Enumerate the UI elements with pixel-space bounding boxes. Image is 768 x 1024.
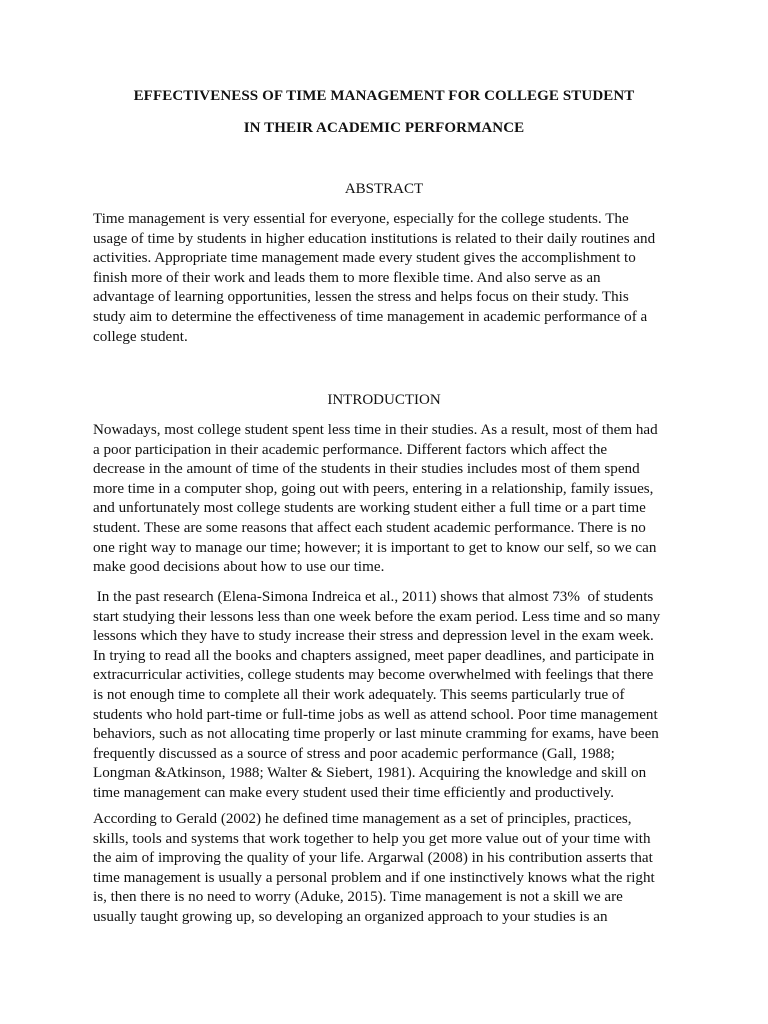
- text-line: make good decisions about how to use our time.: [93, 559, 385, 576]
- text-line: a poor participation in their academic performance. Different factors which affect the: [93, 441, 608, 458]
- document-title-line-1: EFFECTIVENESS OF TIME MANAGEMENT FOR COLLEGE STUDENT: [133, 88, 635, 104]
- text-line: decrease in the amount of time of the students in their studies includes most of them spend: [93, 461, 640, 478]
- text-line: time management can make every student used their time efficiently and productively.: [93, 784, 614, 801]
- text-line: According to Gerald (2002) he defined time management as a set of principles, practices,: [93, 811, 632, 827]
- text-line: more time in a computer shop, going out with peers, entering in a relationship, family issues,: [93, 480, 654, 497]
- introduction-paragraph-2: [93, 588, 693, 804]
- text-line: Longman &Atkinson, 1988; Walter & Siebert, 1981). Acquiring the knowledge and skill on: [93, 765, 647, 782]
- text-line: one right way to manage our time; however; it is important to get to know our self, so we can: [93, 539, 657, 556]
- text-line: frequently discussed as a source of stress and poor academic performance (Gall, 1988;: [93, 745, 615, 762]
- document-title-line-2: IN THEIR ACADEMIC PERFORMANCE: [243, 120, 525, 136]
- text-line: skills, tools and systems that work together to help you get more value out of your time with: [93, 830, 651, 847]
- text-line: finish more of their work and leads them to more flexible time. And also serve as an: [93, 269, 601, 286]
- text-line: is not enough time to complete all their work adequately. This seems particularly true of: [93, 686, 625, 703]
- text-line: college student.: [93, 328, 188, 345]
- introduction-paragraph-1: [93, 421, 693, 578]
- text-line: study aim to determine the effectiveness of time management in academic performance of a: [93, 308, 648, 325]
- introduction-heading: INTRODUCTION: [327, 392, 441, 408]
- text-line: lessons which they have to study increase their stress and depression level in the exam week.: [93, 628, 654, 645]
- text-line: and unfortunately most college students are working student either a full time or a part time: [93, 500, 646, 517]
- text-line: In trying to read all the books and chapters assigned, meet paper deadlines, and participate in: [93, 647, 655, 664]
- text-line: activities. Appropriate time management made every student gives the accomplishment to: [93, 250, 636, 267]
- text-line: extracurricular activities, college students may become overwhelmed with feelings that there: [93, 667, 654, 684]
- introduction-paragraph-3: [93, 810, 693, 928]
- text-line: behaviors, such as not allocating time properly or last minute cramming for exams, have been: [93, 726, 659, 743]
- text-line: start studying their lessons less than one week before the exam period. Less time and so many: [93, 608, 661, 625]
- text-line: usage of time by students in higher education institutions is related to their daily routines and: [93, 230, 656, 247]
- text-line: student. These are some reasons that affect each student academic performance. There is no: [93, 519, 646, 536]
- text-line: In the past research (Elena-Simona Indreica et al., 2011) shows that almost 73% of students: [93, 589, 654, 605]
- text-line: advantage of learning opportunities, lessen the stress and helps focus on their study. This: [93, 289, 629, 306]
- text-line: is, then there is no need to worry (Aduke, 2015). Time management is not a skill we are: [93, 889, 623, 906]
- text-line: the aim of improving the quality of your life. Argarwal (2008) in his contribution asserts that: [93, 850, 653, 867]
- abstract-paragraph: [93, 210, 693, 347]
- text-line: students who hold part-time or full-time jobs as well as attend school. Poor time management: [93, 706, 658, 723]
- text-line: time management is usually a personal problem and if one instinctively knows what the right: [93, 869, 655, 886]
- text-line: Nowadays, most college student spent less time in their studies. As a result, most of them had: [93, 422, 658, 438]
- text-line: usually taught growing up, so developing an organized approach to your studies is an: [93, 908, 608, 925]
- abstract-heading: ABSTRACT: [344, 181, 424, 197]
- text-line: Time management is very essential for everyone, especially for the college students. The: [93, 211, 629, 227]
